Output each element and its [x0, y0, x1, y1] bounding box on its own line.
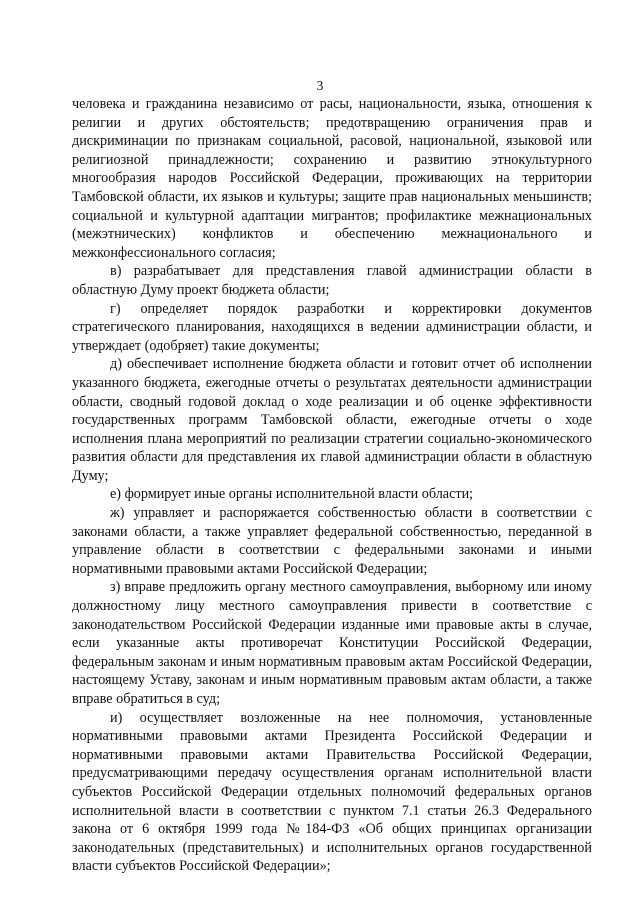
paragraph-item-d: д) обеспечивает исполнение бюджета области и готовит отчет об исполнении указанного бюджета, ежегодные отчеты о результатах деятельности администрации области, сводный годовой доклад о ходе реализации и об оценке эффективности государственных программ Тамбовской области, ежегодные отчеты о ходе исполнения плана мероприятий по реализации стратегии социально-экономического развития области для представления их главой администрации области в областную Думу;: [72, 356, 592, 484]
page-number: 3: [316, 78, 324, 93]
paragraph-item-e: е) формирует иные органы исполнительной власти области;: [110, 486, 474, 503]
paragraph-item-i: и) осуществляет возложенные на нее полномочия, установленные нормативными правовыми актами Президента Российской Федерации и нормативными правовыми актами Правительства Российской Федерации, предусматривающими передачу осуществления органам исполнительной власти субъектов Российской Федерации отдельных полномочий федеральных органов исполнительной власти в соответствии с пунктом 7.1 статьи 26.3 Федерального закона от 6 октября 1999 года №184-ФЗ «Об общих принципах организации законодательных (представительных) и исполнительных органов государственной власти субъектов Российской Федерации»;: [72, 709, 592, 875]
paragraph-item-v: в) разрабатывает для представления главой администрации области в областную Думу проект бюджета области;: [72, 263, 592, 298]
paragraph-continuation: человека и гражданина независимо от расы, национальности, языка, отношения к религии и других обстоятельств; предотвращению ограничения прав и дискриминации по признакам социальной, расовой, национальной, языковой или религиозной принадлежности; сохранению и развитию этнокультурного многообразия народов Российской Федерации, проживающих на территории Тамбовской области, их языков и культуры; защите прав национальных меньшинств; социальной и культурной адаптации мигрантов; профилактике межнациональных (межэтнических) конфликтов и обеспечению межнационального и межконфессионального согласия;: [72, 96, 592, 261]
paragraph-item-zh: ж) управляет и распоряжается собственностью области в соответствии с законами области, а также управляет федеральной собственностью, переданной в управление области в соответствии с федеральными законами и иными нормативными правовыми актами Российской Федерации;: [72, 505, 592, 577]
paragraph-item-g: г) определяет порядок разработки и корректировки документов стратегического планирования, находящихся в ведении администрации области, и утверждает (одобряет) такие документы;: [72, 300, 592, 354]
document-body: [72, 95, 592, 876]
paragraph-item-z: з) вправе предложить органу местного самоуправления, выборному или иному должностному лицу местного самоуправления привести в соответствие с законодательством Российской Федерации изданные ими правовые акты в случае, если указанные акты противоречат Конституции Российской Федерации, федеральным законам и иным нормативным правовым актам Российской Федерации, настоящему Уставу, законам и иным нормативным правовым актам области, а также вправе обратиться в суд;: [72, 579, 592, 707]
